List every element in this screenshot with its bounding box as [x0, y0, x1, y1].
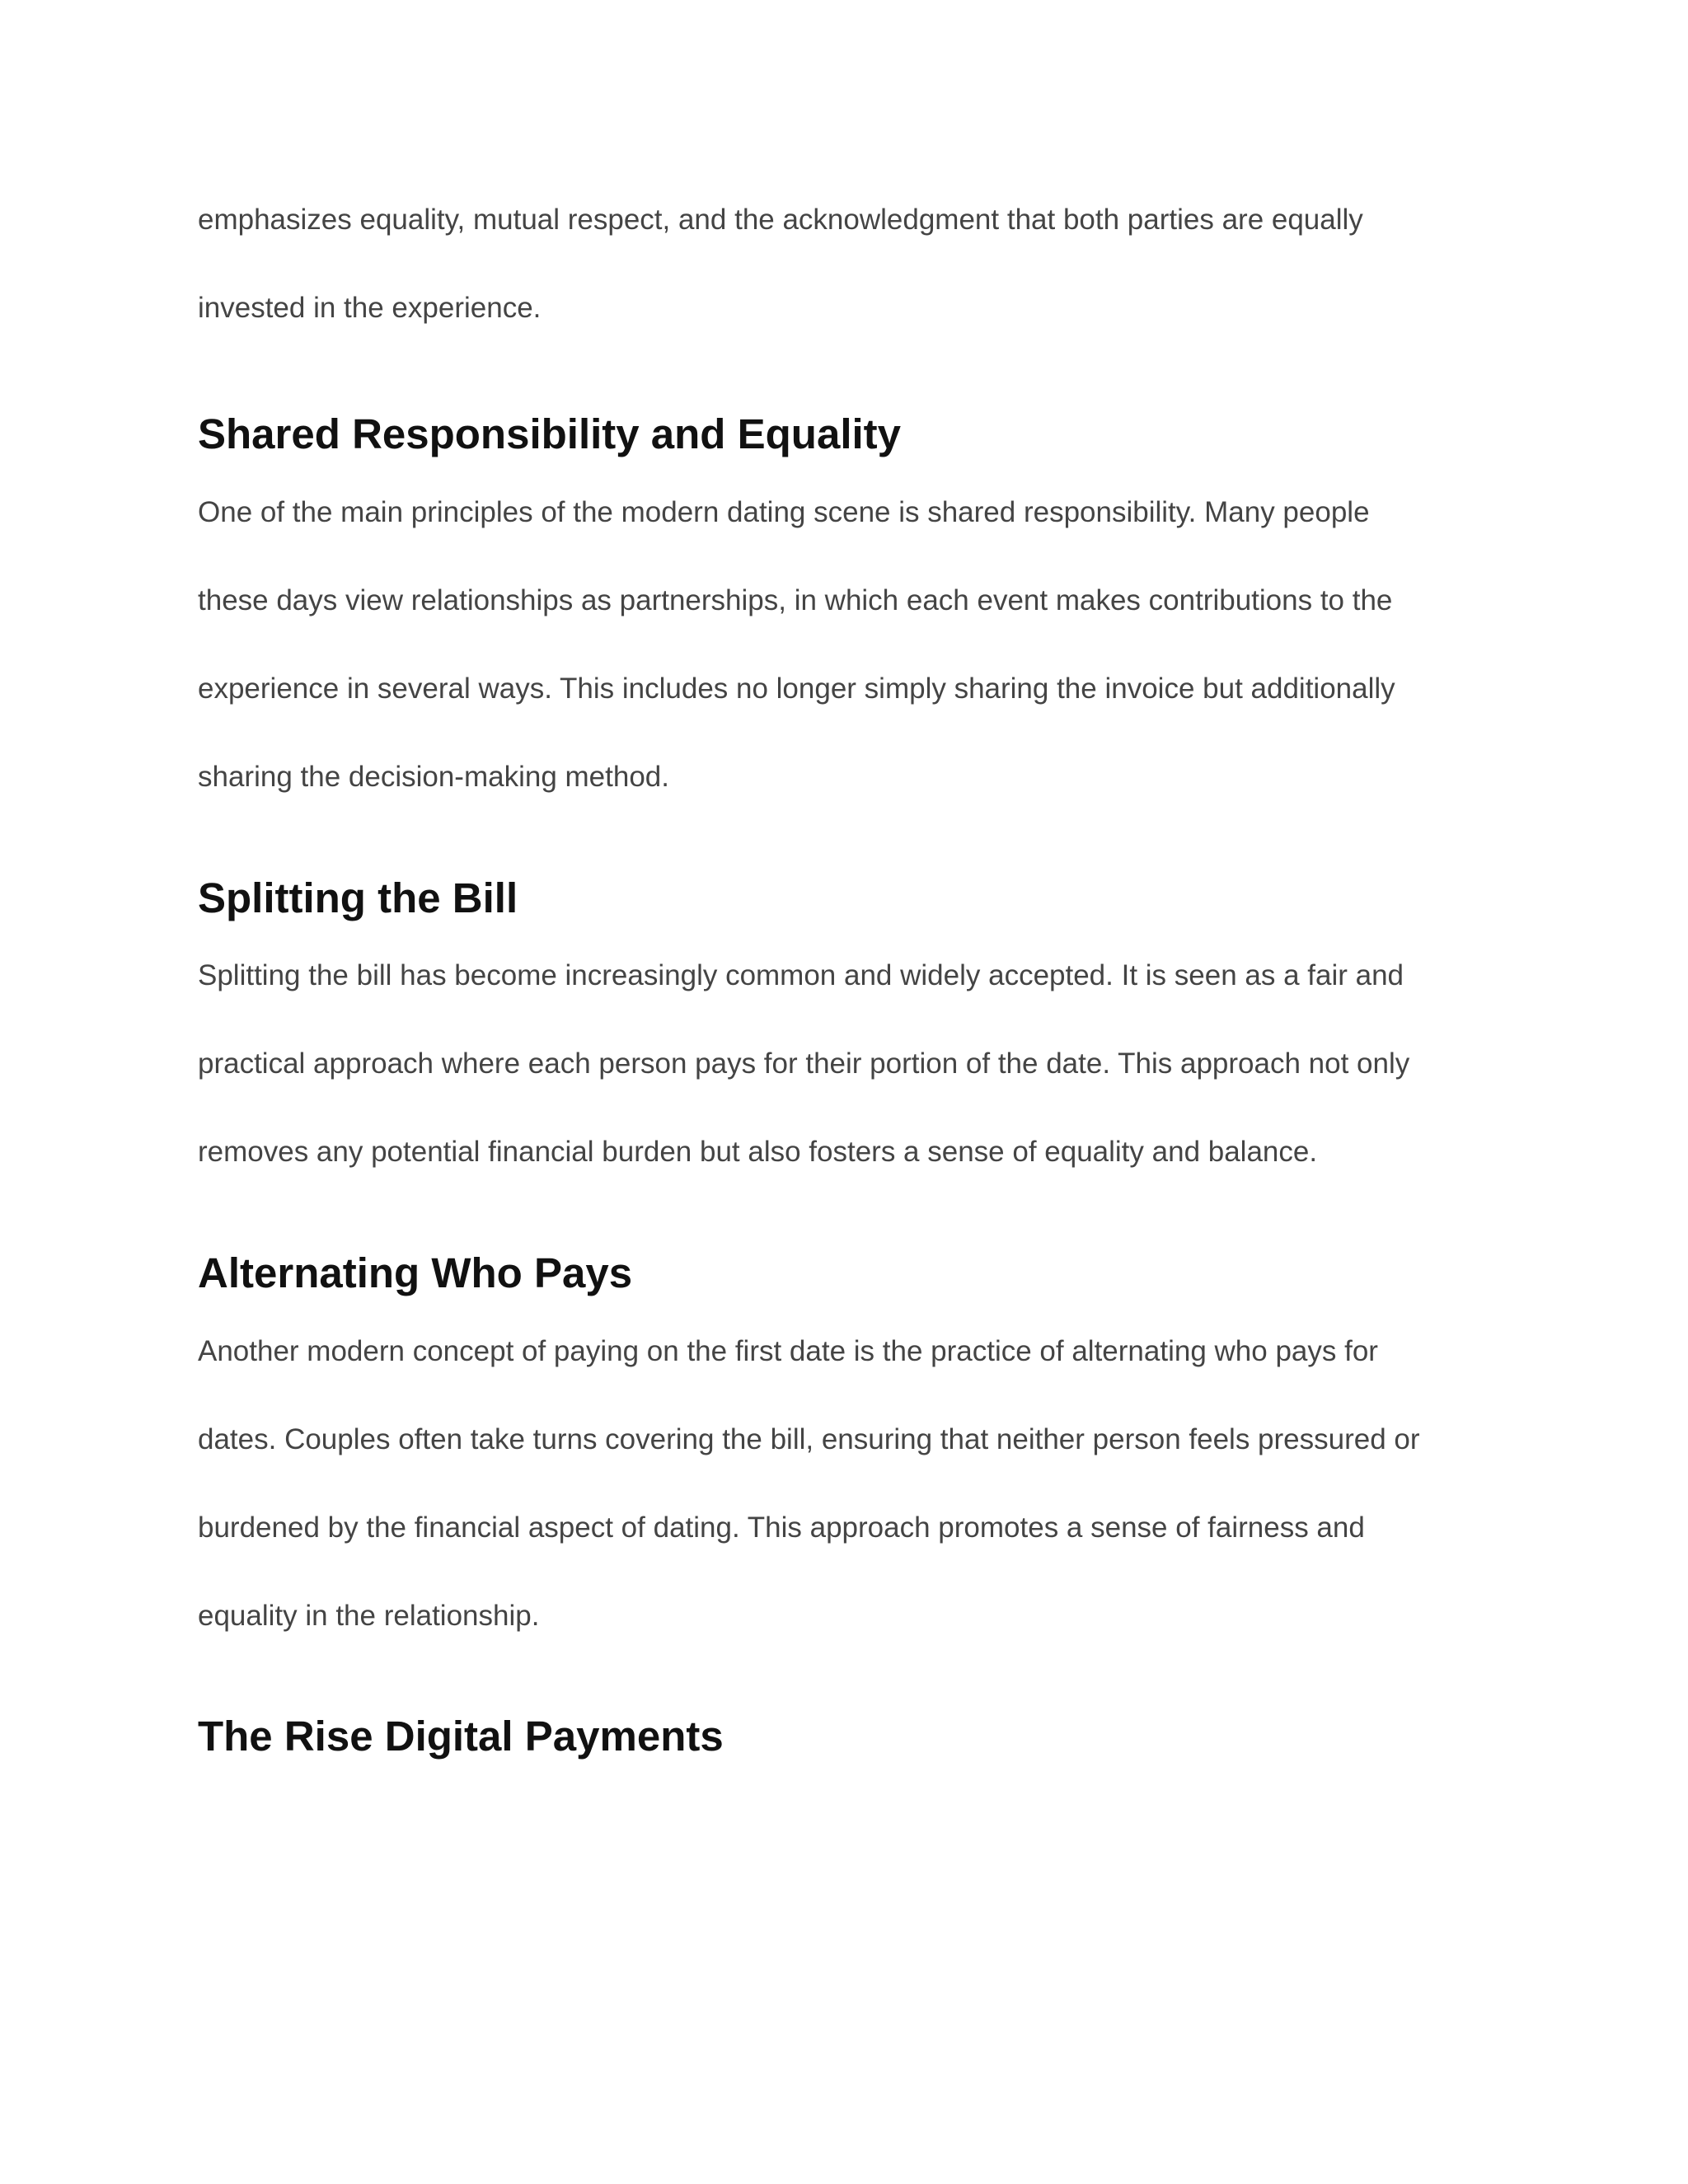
paragraph-line: these days view relationships as partnerships, in which each event makes contributions to the — [198, 584, 1393, 616]
section-paragraph — [198, 468, 1517, 821]
section-heading: Alternating Who Pays — [198, 1249, 633, 1296]
section-paragraph — [198, 1307, 1517, 1660]
paragraph-line: invested in the experience. — [198, 292, 542, 324]
intro-paragraph — [198, 176, 1517, 352]
paragraph-line: practical approach where each person pays for their portion of the date. This approach not only — [198, 1047, 1410, 1080]
paragraph-line: Splitting the bill has become increasingly common and widely accepted. It is seen as a fair and — [198, 959, 1404, 991]
paragraph-line: burdened by the financial aspect of dating. This approach promotes a sense of fairness and — [198, 1511, 1365, 1544]
paragraph-line: dates. Couples often take turns covering the bill, ensuring that neither person feels pressured or — [198, 1423, 1420, 1455]
paragraph-line: emphasizes equality, mutual respect, and the acknowledgment that both parties are equally — [198, 204, 1363, 236]
section-heading: Shared Responsibility and Equality — [198, 410, 902, 457]
paragraph-line: experience in several ways. This includes no longer simply sharing the invoice but additionally — [198, 673, 1395, 705]
section-paragraph — [198, 931, 1517, 1196]
paragraph-line: removes any potential financial burden but also fosters a sense of equality and balance. — [198, 1136, 1318, 1168]
paragraph-line: One of the main principles of the modern dating scene is shared responsibility. Many people — [198, 496, 1370, 528]
paragraph-line: Another modern concept of paying on the first date is the practice of alternating who pays for — [198, 1335, 1378, 1367]
paragraph-line: equality in the relationship. — [198, 1600, 540, 1632]
section-heading: The Rise Digital Payments — [198, 1713, 724, 1760]
paragraph-line: sharing the decision-making method. — [198, 761, 669, 793]
section-heading: Splitting the Bill — [198, 874, 518, 921]
